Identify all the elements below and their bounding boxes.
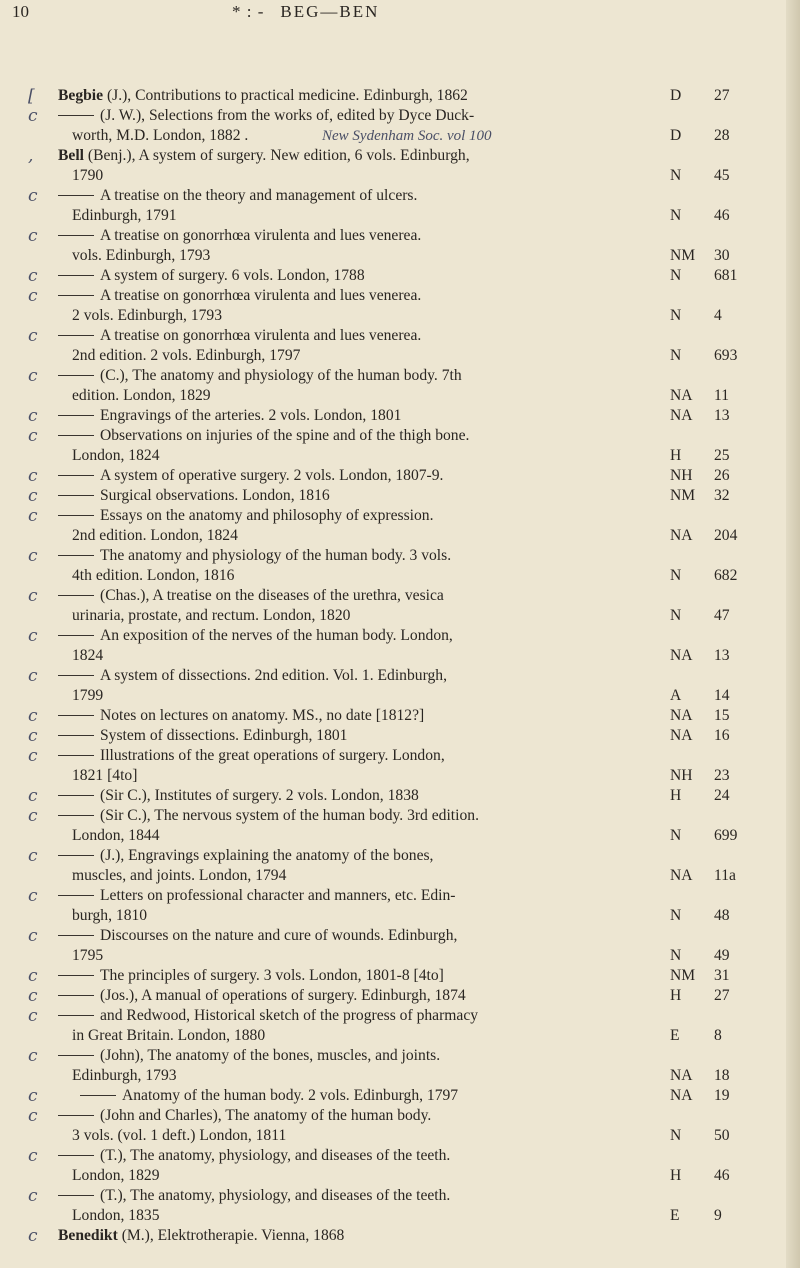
pencil-mark: c bbox=[28, 726, 38, 746]
pencil-mark: c bbox=[28, 806, 38, 826]
ditto-dash bbox=[58, 795, 94, 796]
ditto-dash bbox=[58, 115, 94, 116]
author-name: Benedikt bbox=[58, 1227, 122, 1244]
shelf-number: 11 bbox=[714, 387, 730, 404]
entry-title: Discourses on the nature and cure of wounds. Edinburgh, bbox=[58, 926, 457, 946]
entry-line bbox=[22, 926, 762, 946]
entry-line bbox=[22, 266, 762, 286]
catalogue-entry bbox=[22, 106, 762, 146]
entry-line bbox=[22, 526, 762, 546]
pencil-mark: c bbox=[28, 966, 38, 986]
shelf-location: A bbox=[670, 687, 682, 704]
entry-line bbox=[22, 846, 762, 866]
entry-line bbox=[22, 366, 762, 386]
shelf-location: H bbox=[670, 447, 682, 464]
pencil-mark: c bbox=[28, 466, 38, 486]
catalogue-entry bbox=[22, 666, 762, 706]
shelf-number: 48 bbox=[714, 907, 730, 924]
pencil-mark: c bbox=[28, 1106, 38, 1126]
entry-continuation: vols. Edinburgh, 1793 bbox=[72, 247, 211, 264]
shelf-number: 47 bbox=[714, 607, 730, 624]
shelf-location: NA bbox=[670, 867, 693, 884]
entry-line bbox=[22, 666, 762, 686]
pencil-mark: c bbox=[28, 1226, 38, 1246]
entry-title: An exposition of the nerves of the human body. London, bbox=[58, 626, 453, 646]
entry-line bbox=[22, 1046, 762, 1066]
shelf-number: 46 bbox=[714, 1167, 730, 1184]
shelf-number: 9 bbox=[714, 1207, 722, 1224]
shelf-number: 32 bbox=[714, 487, 730, 504]
ditto-dash bbox=[58, 275, 94, 276]
entry-title: Letters on professional character and manners, etc. Edin- bbox=[58, 886, 455, 906]
catalogue-entry bbox=[22, 426, 762, 466]
ditto-dash bbox=[58, 555, 94, 556]
ditto-dash bbox=[58, 855, 94, 856]
catalogue-entry bbox=[22, 1106, 762, 1146]
shelf-number: 30 bbox=[714, 247, 730, 264]
entry-continuation: 2nd edition. London, 1824 bbox=[72, 527, 238, 544]
pencil-mark: c bbox=[28, 626, 38, 646]
shelf-number: 16 bbox=[714, 727, 730, 744]
shelf-number: 19 bbox=[714, 1087, 730, 1104]
pencil-mark: c bbox=[28, 926, 38, 946]
catalogue-entry bbox=[22, 86, 762, 106]
ditto-dash bbox=[58, 815, 94, 816]
catalogue-entry bbox=[22, 286, 762, 326]
catalogue-entry bbox=[22, 486, 762, 506]
entry-line bbox=[22, 566, 762, 586]
entry-line bbox=[22, 446, 762, 466]
ditto-dash bbox=[58, 495, 94, 496]
shelf-location: H bbox=[670, 1167, 682, 1184]
catalogue-entry bbox=[22, 466, 762, 486]
entry-line bbox=[22, 1106, 762, 1126]
entry-line bbox=[22, 206, 762, 226]
entry-title: (T.), The anatomy, physiology, and diseases of the teeth. bbox=[58, 1146, 450, 1166]
catalogue-entry bbox=[22, 926, 762, 966]
entry-continuation: 1821 [4to] bbox=[72, 767, 138, 784]
catalogue-entry bbox=[22, 586, 762, 626]
catalogue-entry bbox=[22, 1046, 762, 1086]
shelf-location: N bbox=[670, 307, 682, 324]
ditto-dash bbox=[58, 895, 94, 896]
ditto-dash bbox=[58, 295, 94, 296]
catalogue-entry bbox=[22, 266, 762, 286]
entry-continuation: 3 vols. (vol. 1 deft.) London, 1811 bbox=[72, 1127, 287, 1144]
catalogue-entry bbox=[22, 146, 762, 186]
page-edge bbox=[786, 0, 800, 1268]
entry-title: Essays on the anatomy and philosophy of expression. bbox=[58, 506, 433, 526]
catalogue-entry bbox=[22, 806, 762, 846]
shelf-number: 11a bbox=[714, 867, 736, 884]
entry-line bbox=[22, 326, 762, 346]
entry-line bbox=[22, 726, 762, 746]
entry-line bbox=[22, 1006, 762, 1026]
shelf-location: N bbox=[670, 947, 682, 964]
entry-line bbox=[22, 786, 762, 806]
ditto-dash bbox=[58, 1195, 94, 1196]
shelf-location: N bbox=[670, 347, 682, 364]
entry-line bbox=[22, 126, 762, 146]
ditto-dash bbox=[58, 735, 94, 736]
shelf-number: 699 bbox=[714, 827, 738, 844]
entry-title: (Jos.), A manual of operations of surgery. Edinburgh, 1874 bbox=[58, 986, 466, 1006]
shelf-location: NM bbox=[670, 487, 696, 504]
ditto-dash bbox=[58, 995, 94, 996]
entry-line bbox=[22, 466, 762, 486]
catalogue-entry bbox=[22, 1086, 762, 1106]
catalogue-entry bbox=[22, 1226, 762, 1246]
entry-title: System of dissections. Edinburgh, 1801 bbox=[58, 726, 347, 746]
entry-title: and Redwood, Historical sketch of the progress of pharmacy bbox=[58, 1006, 478, 1026]
entry-line bbox=[22, 286, 762, 306]
ditto-dash bbox=[58, 515, 94, 516]
entry-continuation: Edinburgh, 1793 bbox=[72, 1067, 177, 1084]
shelf-location: E bbox=[670, 1027, 680, 1044]
pencil-mark: c bbox=[28, 666, 38, 686]
entry-title: (J.), Engravings explaining the anatomy of the bones, bbox=[58, 846, 433, 866]
catalogue-entry bbox=[22, 886, 762, 926]
catalogue-entry bbox=[22, 326, 762, 366]
entry-title: Engravings of the arteries. 2 vols. London, 1801 bbox=[58, 406, 401, 426]
entry-line bbox=[22, 1026, 762, 1046]
entry-line bbox=[22, 1206, 762, 1226]
entry-line bbox=[22, 1166, 762, 1186]
entry-title: A system of operative surgery. 2 vols. London, 1807-9. bbox=[58, 466, 443, 486]
catalogue-entry bbox=[22, 506, 762, 546]
entry-line bbox=[22, 946, 762, 966]
shelf-location: D bbox=[670, 87, 682, 104]
shelf-number: 49 bbox=[714, 947, 730, 964]
shelf-location: N bbox=[670, 607, 682, 624]
pencil-mark: c bbox=[28, 366, 38, 386]
pencil-mark: c bbox=[28, 1086, 38, 1106]
shelf-location: NA bbox=[670, 407, 693, 424]
shelf-number: 204 bbox=[714, 527, 738, 544]
entry-line bbox=[22, 626, 762, 646]
entry-line bbox=[22, 1126, 762, 1146]
shelf-location: N bbox=[670, 827, 682, 844]
entry-title: A treatise on gonorrhœa virulenta and lues venerea. bbox=[58, 286, 421, 306]
entry-line bbox=[22, 106, 762, 126]
entry-line bbox=[22, 706, 762, 726]
ditto-dash bbox=[58, 1055, 94, 1056]
shelf-number: 8 bbox=[714, 1027, 722, 1044]
pencil-mark: c bbox=[28, 1186, 38, 1206]
ditto-dash bbox=[58, 635, 94, 636]
entry-line bbox=[22, 686, 762, 706]
ditto-dash bbox=[58, 335, 94, 336]
pencil-mark: c bbox=[28, 746, 38, 766]
entry-line bbox=[22, 1146, 762, 1166]
shelf-location: NA bbox=[670, 1087, 693, 1104]
catalogue-entry bbox=[22, 786, 762, 806]
entry-title: A treatise on gonorrhœa virulenta and lues venerea. bbox=[58, 326, 421, 346]
entry-line bbox=[22, 806, 762, 826]
entry-continuation: burgh, 1810 bbox=[72, 907, 148, 924]
entry-line bbox=[22, 906, 762, 926]
entry-continuation: 2nd edition. 2 vols. Edinburgh, 1797 bbox=[72, 347, 301, 364]
ditto-dash bbox=[58, 195, 94, 196]
ditto-dash bbox=[58, 975, 94, 976]
entry-line bbox=[22, 826, 762, 846]
shelf-location: N bbox=[670, 567, 682, 584]
entry-title: (John and Charles), The anatomy of the human body. bbox=[58, 1106, 431, 1126]
entry-line bbox=[22, 1186, 762, 1206]
ditto-dash bbox=[58, 715, 94, 716]
entry-title: Surgical observations. London, 1816 bbox=[58, 486, 330, 506]
entry-line bbox=[22, 886, 762, 906]
catalogue-entry bbox=[22, 706, 762, 726]
entry-line bbox=[22, 746, 762, 766]
pencil-mark: c bbox=[28, 406, 38, 426]
pencil-mark: c bbox=[28, 1046, 38, 1066]
ditto-dash bbox=[58, 595, 94, 596]
ditto-dash bbox=[58, 235, 94, 236]
shelf-location: NA bbox=[670, 387, 693, 404]
entry-continuation: 1824 bbox=[72, 647, 104, 664]
pencil-mark: c bbox=[28, 1146, 38, 1166]
shelf-number: 682 bbox=[714, 567, 738, 584]
ditto-dash bbox=[58, 935, 94, 936]
pencil-mark: c bbox=[28, 546, 38, 566]
catalogue-entry bbox=[22, 226, 762, 266]
running-head bbox=[232, 2, 379, 22]
catalogue-entry bbox=[22, 726, 762, 746]
shelf-location: NH bbox=[670, 467, 693, 484]
pencil-mark: c bbox=[28, 886, 38, 906]
entry-line bbox=[22, 246, 762, 266]
catalogue-entry bbox=[22, 846, 762, 886]
entry-title: (John), The anatomy of the bones, muscles, and joints. bbox=[58, 1046, 440, 1066]
shelf-number: 24 bbox=[714, 787, 730, 804]
entry-line bbox=[22, 1086, 762, 1106]
entry-continuation: London, 1835 bbox=[72, 1207, 160, 1224]
ditto-dash bbox=[80, 1095, 116, 1096]
pencil-mark: c bbox=[28, 846, 38, 866]
shelf-number: 26 bbox=[714, 467, 730, 484]
running-head-marks: * : - bbox=[232, 2, 265, 21]
entry-line bbox=[22, 586, 762, 606]
entry-line bbox=[22, 606, 762, 626]
pencil-mark: [ bbox=[28, 86, 35, 106]
shelf-location: N bbox=[670, 207, 682, 224]
pencil-mark: c bbox=[28, 326, 38, 346]
ditto-dash bbox=[58, 415, 94, 416]
ditto-dash bbox=[58, 435, 94, 436]
catalogue-entry bbox=[22, 406, 762, 426]
entry-title: A system of dissections. 2nd edition. Vol. 1. Edinburgh, bbox=[58, 666, 447, 686]
shelf-number: 31 bbox=[714, 967, 730, 984]
shelf-location: H bbox=[670, 787, 682, 804]
pencil-mark: c bbox=[28, 286, 38, 306]
entry-title: (Sir C.), The nervous system of the human body. 3rd edition. bbox=[58, 806, 479, 826]
shelf-location: D bbox=[670, 127, 682, 144]
shelf-number: 46 bbox=[714, 207, 730, 224]
entry-continuation: London, 1844 bbox=[72, 827, 160, 844]
catalogue-entry bbox=[22, 966, 762, 986]
entry-line bbox=[22, 346, 762, 366]
entry-line bbox=[22, 486, 762, 506]
entry-title: Anatomy of the human body. 2 vols. Edinburgh, 1797 bbox=[80, 1086, 458, 1106]
entry-title: Observations on injuries of the spine and of the thigh bone. bbox=[58, 426, 469, 446]
entry-title: A treatise on gonorrhœa virulenta and lues venerea. bbox=[58, 226, 421, 246]
shelf-number: 15 bbox=[714, 707, 730, 724]
entry-title: The anatomy and physiology of the human body. 3 vols. bbox=[58, 546, 451, 566]
entry-line bbox=[22, 166, 762, 186]
shelf-number: 681 bbox=[714, 267, 738, 284]
shelf-location: H bbox=[670, 987, 682, 1004]
shelf-location: N bbox=[670, 267, 682, 284]
entry-continuation: 1795 bbox=[72, 947, 104, 964]
shelf-number: 50 bbox=[714, 1127, 730, 1144]
entry-line bbox=[22, 406, 762, 426]
author-name: Bell bbox=[58, 147, 88, 164]
ditto-dash bbox=[58, 675, 94, 676]
entry-title: Begbie (J.), Contributions to practical medicine. Edinburgh, 1862 bbox=[58, 87, 468, 104]
pencil-mark: c bbox=[28, 506, 38, 526]
shelf-number: 25 bbox=[714, 447, 730, 464]
entry-line bbox=[22, 986, 762, 1006]
pencil-mark: c bbox=[28, 266, 38, 286]
shelf-location: N bbox=[670, 167, 682, 184]
catalogue-entry bbox=[22, 366, 762, 406]
entry-line bbox=[22, 386, 762, 406]
shelf-number: 28 bbox=[714, 127, 730, 144]
entry-line bbox=[22, 506, 762, 526]
shelf-number: 18 bbox=[714, 1067, 730, 1084]
entry-continuation: worth, M.D. London, 1882 . bbox=[72, 127, 249, 144]
shelf-location: N bbox=[670, 907, 682, 924]
pencil-mark: c bbox=[28, 706, 38, 726]
entry-continuation: 1799 bbox=[72, 687, 104, 704]
shelf-location: NA bbox=[670, 707, 693, 724]
shelf-number: 27 bbox=[714, 87, 730, 104]
shelf-location: NA bbox=[670, 527, 693, 544]
shelf-location: NA bbox=[670, 647, 693, 664]
entry-title: (C.), The anatomy and physiology of the human body. 7th bbox=[58, 366, 462, 386]
catalogue-entry bbox=[22, 186, 762, 226]
page-number: 10 bbox=[12, 2, 29, 21]
pencil-mark: c bbox=[28, 986, 38, 1006]
pencil-mark: , bbox=[28, 146, 34, 166]
ditto-dash bbox=[58, 755, 94, 756]
ditto-dash bbox=[58, 1115, 94, 1116]
shelf-location: N bbox=[670, 1127, 682, 1144]
shelf-number: 14 bbox=[714, 687, 730, 704]
shelf-number: 23 bbox=[714, 767, 730, 784]
pencil-mark: c bbox=[28, 586, 38, 606]
ditto-dash bbox=[58, 375, 94, 376]
shelf-location: NH bbox=[670, 767, 693, 784]
shelf-location: NM bbox=[670, 967, 696, 984]
entry-continuation: edition. London, 1829 bbox=[72, 387, 211, 404]
pencil-mark: c bbox=[28, 106, 38, 126]
running-head-text: BEG—BEN bbox=[280, 2, 380, 21]
entry-continuation: urinaria, prostate, and rectum. London, 1820 bbox=[72, 607, 351, 624]
entry-title: Benedikt (M.), Elektrotherapie. Vienna, 1868 bbox=[58, 1227, 345, 1244]
ditto-dash bbox=[58, 1015, 94, 1016]
entry-continuation: 4th edition. London, 1816 bbox=[72, 567, 235, 584]
entry-title: (J. W.), Selections from the works of, edited by Dyce Duck- bbox=[58, 106, 474, 126]
pencil-mark: c bbox=[28, 1006, 38, 1026]
entry-continuation: London, 1824 bbox=[72, 447, 160, 464]
catalogue-entry bbox=[22, 1186, 762, 1226]
entry-line bbox=[22, 426, 762, 446]
ditto-dash bbox=[58, 475, 94, 476]
entry-line bbox=[22, 1226, 762, 1246]
pencil-mark: c bbox=[28, 786, 38, 806]
entry-line bbox=[22, 226, 762, 246]
entry-continuation: muscles, and joints. London, 1794 bbox=[72, 867, 287, 884]
catalogue-entry bbox=[22, 626, 762, 666]
shelf-location: NM bbox=[670, 247, 696, 264]
entry-continuation: London, 1829 bbox=[72, 1167, 160, 1184]
entry-title: (T.), The anatomy, physiology, and diseases of the teeth. bbox=[58, 1186, 450, 1206]
catalogue-entries bbox=[22, 86, 762, 1246]
catalogue-entry bbox=[22, 1006, 762, 1046]
shelf-location: E bbox=[670, 1207, 680, 1224]
catalogue-entry bbox=[22, 546, 762, 586]
entry-title: A treatise on the theory and management of ulcers. bbox=[58, 186, 417, 206]
entry-line bbox=[22, 146, 762, 166]
entry-title: (Sir C.), Institutes of surgery. 2 vols. London, 1838 bbox=[58, 786, 419, 806]
entry-line bbox=[22, 86, 762, 106]
author-name: Begbie bbox=[58, 87, 107, 104]
entry-line bbox=[22, 866, 762, 886]
entry-line bbox=[22, 546, 762, 566]
entry-title: Illustrations of the great operations of surgery. London, bbox=[58, 746, 445, 766]
entry-title: Notes on lectures on anatomy. MS., no date [1812?] bbox=[58, 706, 424, 726]
pencil-mark: c bbox=[28, 426, 38, 446]
shelf-number: 4 bbox=[714, 307, 722, 324]
entry-title: A system of surgery. 6 vols. London, 1788 bbox=[58, 266, 365, 286]
entry-line bbox=[22, 966, 762, 986]
entry-title: (Chas.), A treatise on the diseases of the urethra, vesica bbox=[58, 586, 444, 606]
entry-title: Bell (Benj.), A system of surgery. New edition, 6 vols. Edinburgh, bbox=[58, 147, 470, 164]
shelf-number: 45 bbox=[714, 167, 730, 184]
catalogue-entry bbox=[22, 746, 762, 786]
entry-continuation: in Great Britain. London, 1880 bbox=[72, 1027, 266, 1044]
shelf-number: 13 bbox=[714, 647, 730, 664]
entry-line bbox=[22, 646, 762, 666]
entry-line bbox=[22, 306, 762, 326]
pencil-mark: c bbox=[28, 186, 38, 206]
shelf-location: NA bbox=[670, 1067, 693, 1084]
entry-continuation: Edinburgh, 1791 bbox=[72, 207, 177, 224]
shelf-location: NA bbox=[670, 727, 693, 744]
entry-continuation: 2 vols. Edinburgh, 1793 bbox=[72, 307, 223, 324]
entry-line bbox=[22, 1066, 762, 1086]
shelf-number: 27 bbox=[714, 987, 730, 1004]
shelf-number: 13 bbox=[714, 407, 730, 424]
shelf-number: 693 bbox=[714, 347, 738, 364]
ditto-dash bbox=[58, 1155, 94, 1156]
pencil-mark: c bbox=[28, 226, 38, 246]
entry-continuation: 1790 bbox=[72, 167, 104, 184]
pencil-mark: c bbox=[28, 486, 38, 506]
entry-line bbox=[22, 766, 762, 786]
entry-line bbox=[22, 186, 762, 206]
entry-title: The principles of surgery. 3 vols. London, 1801-8 [4to] bbox=[58, 966, 444, 986]
catalogue-entry bbox=[22, 986, 762, 1006]
manuscript-note: New Sydenham Soc. vol 100 bbox=[322, 128, 492, 144]
catalogue-entry bbox=[22, 1146, 762, 1186]
